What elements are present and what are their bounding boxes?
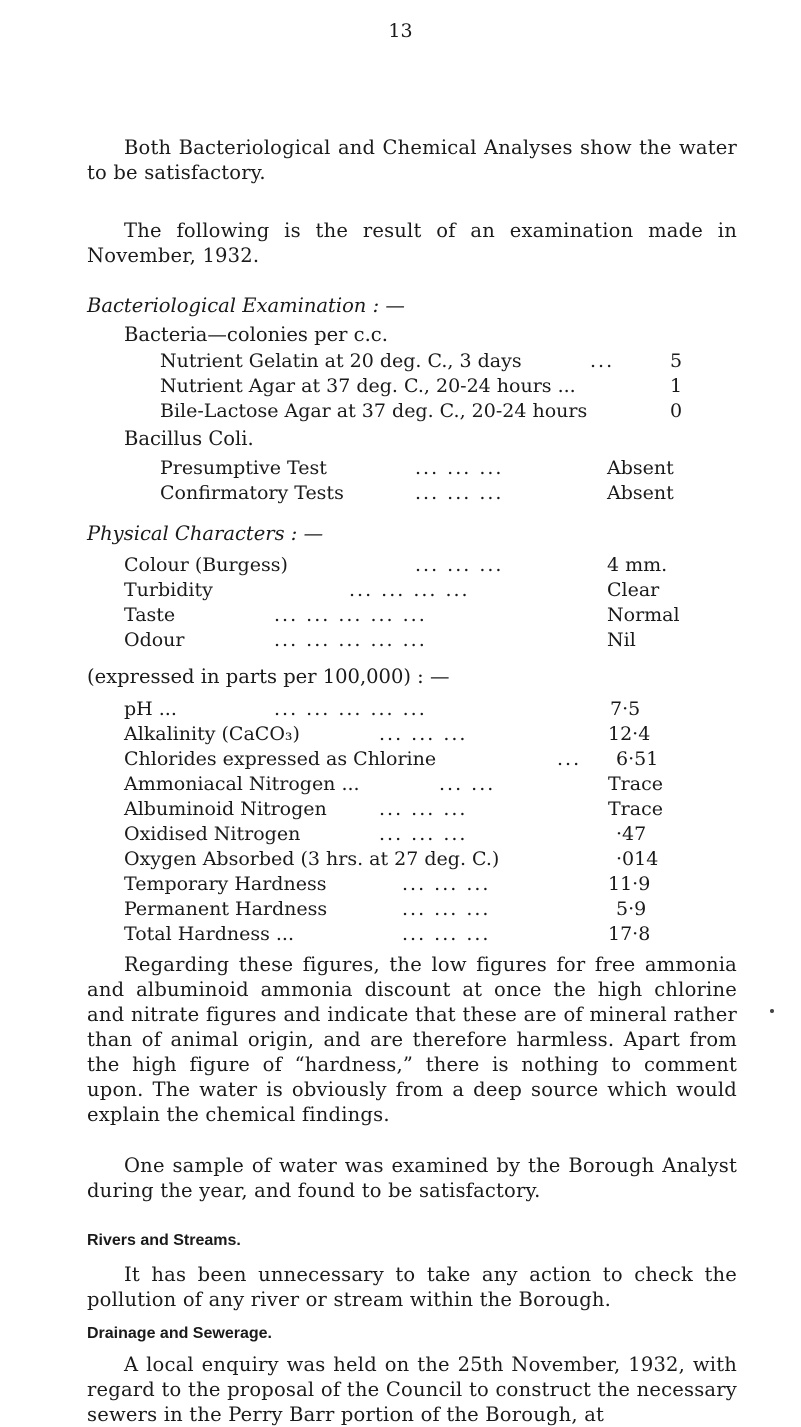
row-label: Total Hardness ... (124, 923, 294, 945)
row-label: Taste (124, 604, 176, 626)
row-leader: ... ... ... ... (349, 579, 470, 601)
row-label: Odour (124, 629, 185, 651)
row-value: Normal (607, 604, 680, 626)
row-leader: ... ... ... ... ... (274, 604, 427, 626)
row-label: Presumptive Test (160, 457, 327, 479)
row-value: 1 (670, 375, 683, 397)
row-value: Trace (608, 773, 663, 795)
rivers-paragraph: It has been unnecessary to take any action to check the pollution of any river or stream within the Borough. (87, 1263, 737, 1311)
row-label: Chlorides expressed as Chlorine (124, 748, 437, 770)
row-leader: ... ... ... (402, 923, 491, 945)
row-value: Absent (607, 457, 674, 479)
row-label: Oxygen Absorbed (3 hrs. at 27 deg. C.) (124, 848, 500, 870)
intro-paragraph-1: Both Bacteriological and Chemical Analyses show the water to be satisfactory. (87, 136, 737, 184)
row-label: pH ... (124, 698, 177, 720)
row-leader: ... ... ... (379, 798, 468, 820)
ink-speck (770, 1009, 774, 1013)
row-label: Nutrient Agar at 37 deg. C., 20-24 hours ... (160, 375, 576, 397)
row-leader: ... ... ... (415, 482, 504, 504)
row-value: Clear (607, 579, 660, 601)
bacteriological-heading: Bacteriological Examination : — (87, 294, 405, 317)
regarding-paragraph: Regarding these figures, the low figures for free ammonia and albuminoid ammonia discount at once the high chlorine and nitrate figures and indicate that these are of mineral rather than of animal origin, and are therefore harmless. Apart from the high figure of “hardness,” there is nothing to comment upon. The water is obviously from a deep source which would explain the chemical findings. (87, 953, 737, 1126)
row-value: 5 (670, 350, 683, 372)
row-value: 0 (670, 400, 683, 422)
row-value: 4 mm. (607, 554, 668, 576)
page-number: 13 (388, 20, 413, 42)
row-label: Bile-Lactose Agar at 37 deg. C., 20-24 hours (160, 400, 588, 422)
rivers-heading: Rivers and Streams. (87, 1232, 241, 1249)
row-leader: ... ... ... (415, 457, 504, 479)
row-value: 7·5 (610, 698, 641, 720)
row-label: Alkalinity (CaCO₃) (124, 723, 300, 745)
row-label: Oxidised Nitrogen (124, 823, 301, 845)
row-value: ·47 (616, 823, 647, 845)
row-label: Ammoniacal Nitrogen ... (124, 773, 360, 795)
drainage-paragraph: A local enquiry was held on the 25th November, 1932, with regard to the proposal of the Council to construct the necessary sewers in the Perry Barr portion of the Borough, at (87, 1353, 737, 1426)
row-leader: ... (590, 350, 615, 372)
row-leader: ... ... ... (402, 873, 491, 895)
bacteria-label: Bacteria—colonies per c.c. (124, 323, 388, 346)
row-leader: ... (557, 748, 582, 770)
row-leader: ... ... ... (379, 723, 468, 745)
row-leader: ... ... ... (379, 823, 468, 845)
chemical-heading: (expressed in parts per 100,000) : — (87, 665, 450, 688)
row-value: 12·4 (608, 723, 651, 745)
row-label: Confirmatory Tests (160, 482, 344, 504)
physical-heading: Physical Characters : — (87, 522, 324, 545)
analyst-paragraph: One sample of water was examined by the Borough Analyst during the year, and found to be satisfactory. (87, 1154, 737, 1202)
row-label: Colour (Burgess) (124, 554, 288, 576)
row-value: ·014 (616, 848, 659, 870)
row-leader: ... ... ... ... ... (274, 698, 427, 720)
row-value: Absent (607, 482, 674, 504)
row-leader: ... ... ... (402, 898, 491, 920)
row-leader: ... ... ... ... ... (274, 629, 427, 651)
row-value: 11·9 (608, 873, 651, 895)
row-label: Temporary Hardness (124, 873, 327, 895)
row-value: 5·9 (616, 898, 647, 920)
row-leader: ... ... (439, 773, 496, 795)
row-value: Trace (608, 798, 663, 820)
row-label: Permanent Hardness (124, 898, 328, 920)
row-value: Nil (607, 629, 636, 651)
row-value: 17·8 (608, 923, 651, 945)
row-leader: ... ... ... (415, 554, 504, 576)
row-label: Nutrient Gelatin at 20 deg. C., 3 days (160, 350, 522, 372)
row-label: Albuminoid Nitrogen (124, 798, 327, 820)
intro-paragraph-2: The following is the result of an examination made in November, 1932. (87, 219, 737, 267)
row-label: Turbidity (124, 579, 213, 601)
row-value: 6·51 (616, 748, 659, 770)
drainage-heading: Drainage and Sewerage. (87, 1325, 272, 1342)
coli-label: Bacillus Coli. (124, 427, 254, 450)
